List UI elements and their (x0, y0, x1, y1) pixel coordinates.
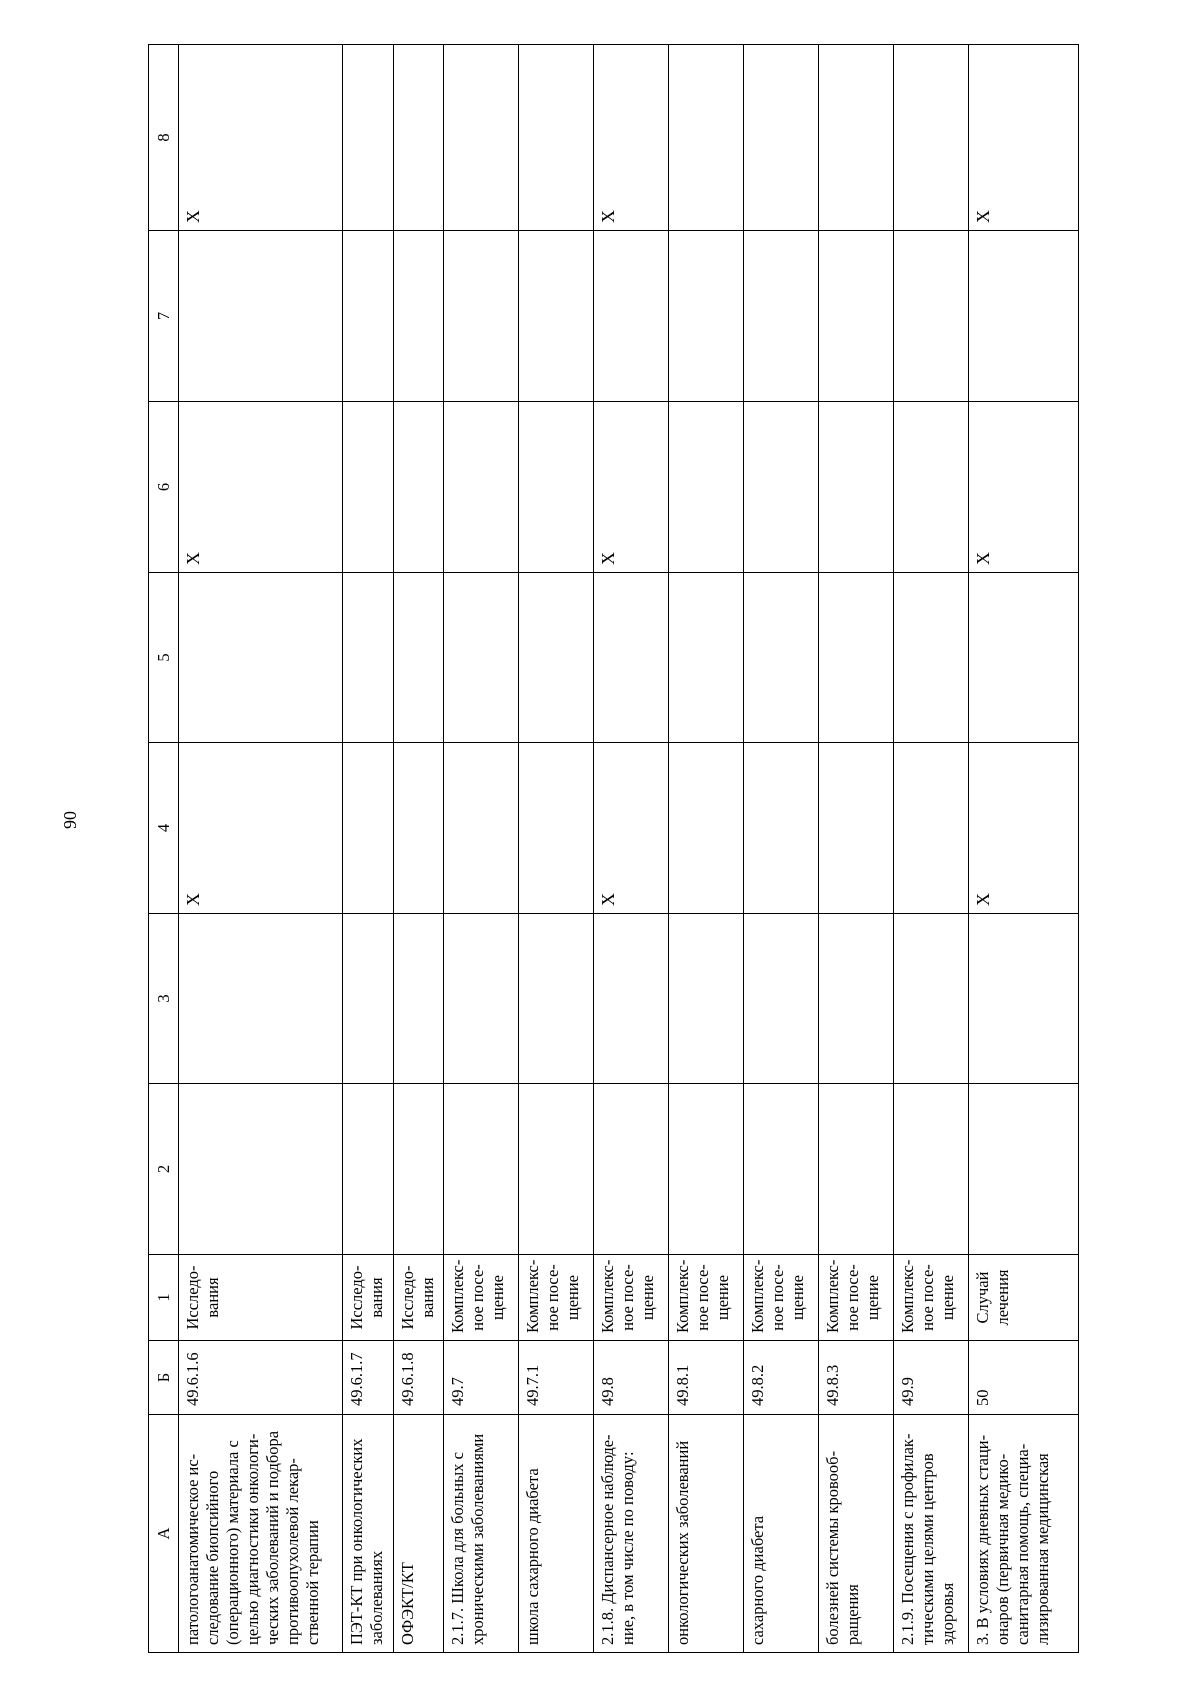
table-row (819, 45, 894, 1653)
row-name: 2.1.7. Школа для больных с хроническими заболеваниями (444, 1415, 519, 1653)
cell-col8 (519, 45, 594, 231)
page-number: 90 (60, 811, 80, 829)
cell-col8 (343, 45, 393, 231)
cell-col6 (393, 402, 443, 573)
cell-col2 (819, 1084, 894, 1255)
table-row (669, 45, 744, 1653)
table-row (444, 45, 519, 1653)
cell-col8 (819, 45, 894, 231)
row-code: 49.9 (894, 1341, 969, 1415)
cell-col7 (594, 231, 669, 402)
row-name: сахарного диабета (744, 1415, 819, 1653)
row-code: 49.7.1 (519, 1341, 594, 1415)
table-row (179, 45, 343, 1653)
cell-col8: Х (179, 45, 343, 231)
cell-col6 (819, 402, 894, 573)
row-unit: Комплекс-ное посе-щение (669, 1255, 744, 1341)
cell-col6 (744, 402, 819, 573)
cell-col3 (819, 914, 894, 1084)
cell-col7 (744, 231, 819, 402)
row-unit: Комплекс-ное посе-щение (819, 1255, 894, 1341)
row-code: 49.6.1.8 (393, 1341, 443, 1415)
header-cell: 8 (149, 45, 179, 231)
table-row (594, 45, 669, 1653)
cell-col2 (393, 1084, 443, 1255)
cell-col4 (519, 743, 594, 914)
cell-col3 (969, 914, 1079, 1084)
cell-col4: Х (594, 743, 669, 914)
row-unit: Исследо-вания (393, 1255, 443, 1341)
row-unit: Случай лечения (969, 1255, 1079, 1341)
cell-col3 (393, 914, 443, 1084)
row-unit: Комплекс-ное посе-щение (744, 1255, 819, 1341)
cell-col5 (179, 573, 343, 743)
row-unit: Комплекс-ное посе-щение (444, 1255, 519, 1341)
cell-col2 (343, 1084, 393, 1255)
cell-col3 (343, 914, 393, 1084)
cell-col3 (179, 914, 343, 1084)
cell-col2 (594, 1084, 669, 1255)
cell-col5 (594, 573, 669, 743)
data-table (148, 44, 1079, 1653)
cell-col8 (669, 45, 744, 231)
cell-col6 (669, 402, 744, 573)
cell-col8 (444, 45, 519, 231)
row-code: 49.8 (594, 1341, 669, 1415)
cell-col3 (519, 914, 594, 1084)
cell-col2 (894, 1084, 969, 1255)
cell-col7 (444, 231, 519, 402)
row-code: 49.6.1.7 (343, 1341, 393, 1415)
row-name: патологоанатомическое ис-следование биопсийного (операционного) материала с целью диагностики онкологи-ческих заболеваний и подбора противоопухолевой лекар-ственной терапии (179, 1415, 343, 1653)
row-unit: Комплекс-ное посе-щение (519, 1255, 594, 1341)
cell-col3 (744, 914, 819, 1084)
table-row (343, 45, 393, 1653)
cell-col6 (444, 402, 519, 573)
cell-col4: Х (179, 743, 343, 914)
cell-col4: Х (969, 743, 1079, 914)
cell-col5 (343, 573, 393, 743)
cell-col6 (343, 402, 393, 573)
cell-col5 (969, 573, 1079, 743)
cell-col2 (744, 1084, 819, 1255)
row-name: ОФЭКТ/КТ (393, 1415, 443, 1653)
cell-col7 (894, 231, 969, 402)
cell-col7 (969, 231, 1079, 402)
cell-col2 (444, 1084, 519, 1255)
cell-col5 (669, 573, 744, 743)
cell-col6: Х (969, 402, 1079, 573)
table-row (744, 45, 819, 1653)
row-code: 49.6.1.6 (179, 1341, 343, 1415)
row-code: 49.8.3 (819, 1341, 894, 1415)
table-row (393, 45, 443, 1653)
cell-col4 (744, 743, 819, 914)
table-row (894, 45, 969, 1653)
cell-col6 (519, 402, 594, 573)
cell-col3 (594, 914, 669, 1084)
cell-col4 (819, 743, 894, 914)
row-name: ПЭТ-КТ при онкологических заболеваниях (343, 1415, 393, 1653)
row-unit: Комплекс-ное посе-щение (594, 1255, 669, 1341)
cell-col3 (444, 914, 519, 1084)
cell-col3 (669, 914, 744, 1084)
cell-col8: Х (969, 45, 1079, 231)
cell-col5 (444, 573, 519, 743)
cell-col6: Х (594, 402, 669, 573)
cell-col6 (894, 402, 969, 573)
cell-col5 (819, 573, 894, 743)
row-name: 2.1.8. Диспансерное наблюде-ние, в том числе по поводу: (594, 1415, 669, 1653)
row-code: 49.7 (444, 1341, 519, 1415)
row-unit: Комплекс-ное посе-щение (894, 1255, 969, 1341)
row-unit: Исследо-вания (343, 1255, 393, 1341)
row-unit: Исследо-вания (179, 1255, 343, 1341)
table-row (519, 45, 594, 1653)
cell-col7 (519, 231, 594, 402)
rotated-table-wrapper (148, 45, 1079, 1653)
cell-col7 (343, 231, 393, 402)
header-cell: 4 (149, 743, 179, 914)
cell-col7 (179, 231, 343, 402)
row-name: 3. В условиях дневных стаци-онаров (первичная медико-санитарная помощь, специа-лизированная медицинская (969, 1415, 1079, 1653)
cell-col3 (894, 914, 969, 1084)
header-cell: 5 (149, 573, 179, 743)
table-row (969, 45, 1079, 1653)
header-cell: 3 (149, 914, 179, 1084)
cell-col4 (669, 743, 744, 914)
cell-col2 (519, 1084, 594, 1255)
cell-col8 (393, 45, 443, 231)
header-cell: Б (149, 1341, 179, 1415)
cell-col5 (519, 573, 594, 743)
cell-col4 (393, 743, 443, 914)
cell-col7 (393, 231, 443, 402)
cell-col7 (819, 231, 894, 402)
cell-col7 (669, 231, 744, 402)
header-cell: 2 (149, 1084, 179, 1255)
row-name: болезней системы кровооб-ращения (819, 1415, 894, 1653)
row-name: 2.1.9. Посещения с профилак-тическими целями центров здоровья (894, 1415, 969, 1653)
row-name: школа сахарного диабета (519, 1415, 594, 1653)
row-code: 49.8.2 (744, 1341, 819, 1415)
header-cell: 1 (149, 1255, 179, 1341)
cell-col4 (343, 743, 393, 914)
table-header-row (149, 45, 179, 1653)
cell-col5 (393, 573, 443, 743)
cell-col5 (744, 573, 819, 743)
row-code: 50 (969, 1341, 1079, 1415)
cell-col2 (969, 1084, 1079, 1255)
cell-col8 (744, 45, 819, 231)
cell-col8: Х (594, 45, 669, 231)
cell-col6: Х (179, 402, 343, 573)
row-name: онкологических заболеваний (669, 1415, 744, 1653)
cell-col5 (894, 573, 969, 743)
cell-col2 (669, 1084, 744, 1255)
header-cell: А (149, 1415, 179, 1653)
header-cell: 7 (149, 231, 179, 402)
row-code: 49.8.1 (669, 1341, 744, 1415)
cell-col8 (894, 45, 969, 231)
cell-col4 (894, 743, 969, 914)
cell-col2 (179, 1084, 343, 1255)
cell-col4 (444, 743, 519, 914)
header-cell: 6 (149, 402, 179, 573)
